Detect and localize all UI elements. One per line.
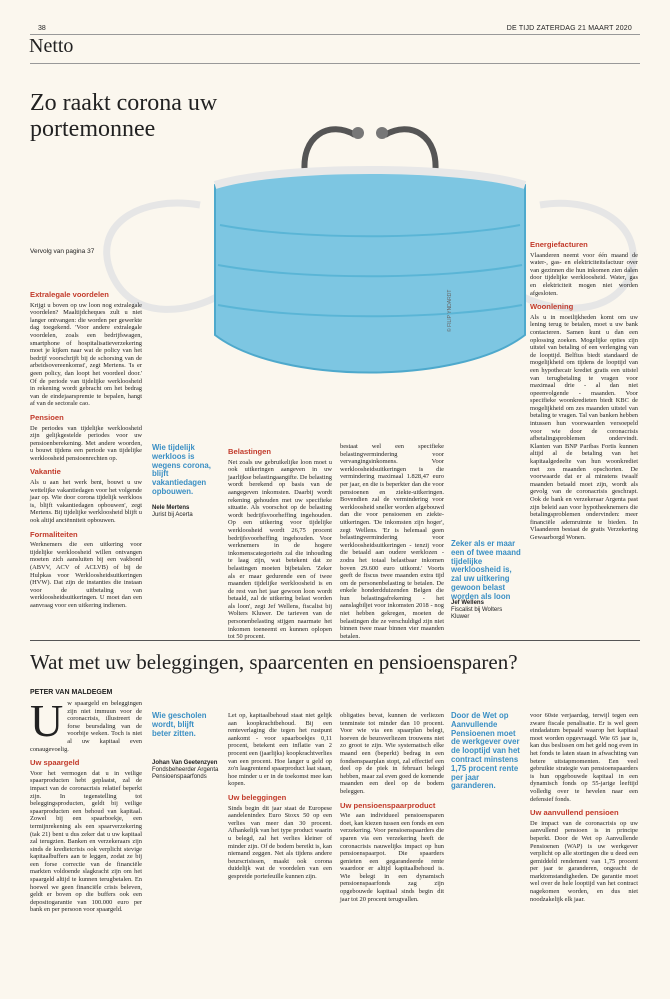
quote-role: Fondsbeheerder Argenta Pensioenspaarfonds bbox=[152, 767, 219, 780]
article2-column-4 bbox=[530, 712, 638, 906]
paragraph: Werknemers die een uitkering voor tijdelijke werkloosheid willen ontvangen moeten zich aansluiten bij een vakbond (ABVV, ACV of ACLVB) of bij de Hulpkas voor Werkloosheidsuitkeringen (HVW). Dat zijn de instanties die instaan voor de uitbetaling van werkloosheidsuitkeringen. U moet dan een aanvraag voor een uitkering indienen. bbox=[30, 541, 142, 609]
header-rule bbox=[30, 34, 640, 35]
paragraph: Krijgt u boven op uw loon nog extralegale voordelen? Maaltijdcheques zult u niet langer ontvangen: die worden per gewerkte dag toegekend. 'Voor andere extralegale voordelen, zoals een bedrijfswagen, smartphone of hospitalisatieverzekering moet je kijken naar wat de policy van het bedrijf voorschrijft bij de schorsing van de arbeidsovereenkomst', zegt Mertens. 'Is er geen policy, dan loopt het voordeel door.' Of de periode van tijdelijke werkloosheid in rekening wordt gebracht om het bedrag van de eindejaarspremie te bepalen, hangt af van de sectorale cao. bbox=[30, 301, 142, 408]
paragraph: De impact van de coronacrisis op uw aanvullend pensioen is in principe beperkt. Door de Wet op Aanvullende Pensioenen (WAP) is uw werkgever verplicht op alle stortingen die u deed een gemiddeld rendement van 1,75 procent per jaar te garanderen, ongeacht de marktomstandigheden. De garantie moet wel over de hele looptijd van het contract nagekomen worden, en dus niet noodzakelijk elk jaar. bbox=[530, 819, 638, 903]
page-number: 38 bbox=[38, 25, 46, 32]
heading: Vakantie bbox=[30, 467, 61, 477]
article2-column-1 bbox=[30, 695, 142, 917]
heading: Belastingen bbox=[228, 447, 272, 456]
paragraph: w spaargeld en beleggingen zijn niet immuun voor de coronacrisis, illustreert de forse beursdaling van de voorbije weken. Toch is niet al uw kapitaal even conaugevoelig. bbox=[30, 700, 142, 753]
quote-attribution bbox=[451, 600, 521, 621]
continued-note: Vervolg van pagina 37 bbox=[30, 248, 95, 255]
paragraph: Let op, kapitaalbehoud staat niet gelijk aan koopkrachtbehoud. Bij een renteverlaging die tegen het rustpunt aankomt - voor spaarboekjes 0,11 procent, betekent een inflatie van 2 procent een (jaarlijks) koopkrachtverlies van een procent. Hoe langer u geld op zo'n laagrentend spaarproduct laat staan, hoe minder u er in de toekomst mee kan kopen. bbox=[228, 712, 332, 788]
publication-header: DE TIJD ZATERDAG 21 MAART 2020 bbox=[506, 25, 632, 32]
paragraph: Vlaanderen neemt voor één maand de water-, gas- en elektriciteitsfactuur over van gezinnen die hun inkomen zien dalen door tijdelijke werkloosheid. Water, gas en elektriciteit mogen niet worden afgesloten. bbox=[530, 251, 638, 297]
quote-name: Johan Van Geetenzyen bbox=[152, 760, 218, 766]
section-rule bbox=[30, 63, 640, 64]
article2-column-3 bbox=[340, 712, 444, 906]
paragraph: obligaties bevat, kunnen de verliezen tenminste tot minder dan 10 procent. Voor wie via een spaarplan belegt, hoeven de beursverliezen trouwens niet zo groot te zijn. Wie systematisch elke maand een (beperkt) bedrag in een fondsenspaarplan stopt, zal effectief een deel op de piek in februari belegd hebben, maar zal even goed de komende maanden een deel op de bodem beleggen. bbox=[340, 712, 444, 795]
quote-name: Nele Mertens bbox=[152, 505, 190, 511]
paragraph: De periodes van tijdelijke werkloosheid zijn gelijkgestelde periodes voor uw pensioenberekening. Met andere woorden, u bouwt tijdens een periode van tijdelijke werkloosheid pensioenrechten op. bbox=[30, 424, 142, 462]
paragraph: Voor het vermogen dat u in veilige spaarproducten hebt geplaatst, zal de impact van de coronacrisis relatief beperkt zijn. In tegenstelling tot beleggingsproducten, geldt bij veilige spaarproducten een behoud van kapitaal. Zowel bij een spaarboekje, een termijnrekening als een spaarverzekering (tak 21) bent u dus zeker dat u uw kapitaal zal terugzien. Banken en verzekeraars zijn sinds de kredietcrisis ook verplicht stevige kapitaalbuffers aan te leggen, zodat ze bij een forse correctie van de financiële markten voldoende slagkracht zijn om het spaargeld altijd te kunnen terugbetalen. En hoewel we geen financiële crisis beleven, geldt er boven op die buffers ook een depositogarantie van 100.000 euro per bank en per persoon voor spaargeld. bbox=[30, 769, 142, 914]
article1-title: Zo raakt corona uw portemonnee bbox=[30, 90, 218, 142]
article1-column-2 bbox=[228, 442, 332, 644]
heading: Extralegale voordelen bbox=[30, 290, 109, 299]
paragraph: Sinds begin dit jaar staat de Europese aandelenindex Euro Stoxx 50 op een verlies van meer dan 30 procent. Afhankelijk van het type product waarin u belegd, zal het verlies kleiner of minder zijn. Of de bodem bereikt is, kan niemand zeggen. Net als tijdens andere beurscrisissen, maakt ook corona duidelijk wat de voordelen van een gespreide portefeuille kunnen zijn. bbox=[228, 804, 332, 880]
paragraph: bestaat wel een specifieke belastingvermindering voor vervangingsinkomens. Voor werkloosheidsuitkeringen is die vermindering maximaal 1.828,47 euro per jaar, en die is beperkter dan die voor pensioenen en ziekte-uitkeringen. Bovendien zal de vermindering voor werkloosheid sneller worden afgebouwd dan die voor pensioenen en ziekte-uitkeringen. 'De inkomsten zijn hoger', zegt Wellens. 'Er is helemaal geen belastingvermindering voor werkloosheidsuitkeringen - tenzij voor die betaald aan oudere werklozen - zodra het totaal belastbaar inkomen boven 29.600 euro uitkomt.' Voorts geeft de fiscus twee maanden extra tijd om de personenbelasting te betalen. De enkele honderdduizenden Belgen die hun belastingafrekening - het aanslagbiljet voor inkomsten 2018 - nog niet hebben gekregen, moeten de belastingen die ze verschuldigd zijn niet binnen twee maar binnen vier maanden betalen. bbox=[340, 443, 444, 640]
byline: PETER VAN MALDEGEM bbox=[30, 689, 113, 696]
heading: Uw spaargeld bbox=[30, 758, 80, 768]
paragraph: Als u aan het werk bent, bouwt u uw wettelijke vakantiedagen voor het volgende jaar op. Wie door corona tijdelijk werkloos is, blijft vakantiedagen opbouwen', zegt Mertens. Bij tijdelijke werkloosheid blijft u ook altijd anciënniteit opbouwen. bbox=[30, 479, 142, 525]
quote-role: Jurist bij Acerta bbox=[152, 512, 193, 518]
article1-column-1 bbox=[30, 285, 142, 613]
pull-quote: Door de Wet op Aanvullende Pensioenen moet de werkgever over de looptijd van het contract minstens 1,75 procent rente per jaar garanderen. bbox=[451, 711, 520, 791]
quote-attribution bbox=[152, 760, 220, 781]
article1-column-3 bbox=[340, 443, 444, 643]
article1-column-4 bbox=[530, 235, 638, 545]
article2-column-2 bbox=[228, 712, 332, 883]
paragraph: Net zoals uw gebruikelijke loon moet u ook uitkeringen aangeven in uw jaarlijkse belastingaangifte. De belasting wordt berekend op basis van de aangegeven inkomsten. Daarbij wordt rekening gehouden met uw specifieke situatie. Als voorschot op de belasting wordt bedrijfsvoorheffing ingehouden. Op een uitkering voor tijdelijke werkloosheid wordt 26,75 procent bedrijfsvoorheffing ingehouden. Voor werknemers in de hogere inkomenscategorieën zal die inhouding te laag zijn, wat betekent dat ze belastingen moeten bijbetalen. 'Zeker als er maar gedurende een of twee maanden tijdelijke werkloosheid is en de rest van het jaar gewoon loon wordt betaald, zal de uitkering belast worden als loon', zegt Jef Wellens, fiscalist bij Wolters Kluwer. De tarieven van de personenbelasting stijgen naarmate het inkomen toeneemt en kunnen oplopen tot 50 procent. bbox=[228, 458, 332, 641]
photo-credit: © FILIP YNDARDT bbox=[447, 289, 453, 332]
pull-quote: Wie gescholen wordt, blijft beter zitten. bbox=[152, 711, 207, 738]
drop-cap: U bbox=[30, 695, 64, 746]
paragraph: Wie aan individueel pensioensparen doet, kan kiezen tussen een fonds en een verzekering. Voor pensioenspaarders die sparen via een verzekering heeft de coronacrisis nauwelijks impact op hun pensioenspaarpot. Die spaarders genieten een gegarandeerde rente waardoor er altijd kapitaalbehoud is. Wie belegt in een dynamisch pensioenspaarfonds zag zijn opgebouwde kapitaal sinds begin dit jaar tot 20 procent terugvallen. bbox=[340, 812, 444, 903]
paragraph: voor 60ste verjaardag, terwijl tegen een zware fiscale penalisatie. Er is wel geen eindadatum bepaald waarop het kapitaal moet worden opgevraagd. Wie 65 jaar is, kan dus beslissen om het geld nog even in het fonds te laten staan in afwachting van betere uitstapmomenten. Een veel gebruikte strategie van pensioenspaarders is hun opgebouwde kapitaal in een dynamisch fonds op 55-jarige leeftijd volledig over te hevelen naar een defensief fonds. bbox=[530, 712, 638, 803]
pull-quote: Wie tijdelijk werkloos is wegens corona, blijft vakantiedagen opbouwen. bbox=[152, 443, 211, 496]
article2-title: Wat met uw beleggingen, spaarcenten en pensioensparen? bbox=[30, 650, 518, 674]
heading: Uw beleggingen bbox=[228, 792, 287, 802]
heading: Uw pensioenspaarproduct bbox=[340, 800, 436, 810]
section-title: Netto bbox=[29, 35, 74, 57]
heading: Uw aanvullend pensioen bbox=[530, 808, 619, 818]
heading: Formaliteiten bbox=[30, 529, 78, 539]
heading: Pensioen bbox=[30, 412, 64, 422]
quote-role: Fiscalist bij Wolters Kluwer bbox=[451, 607, 503, 620]
article-divider bbox=[30, 640, 640, 641]
quote-attribution bbox=[152, 505, 220, 519]
heading: Energiefacturen bbox=[530, 240, 588, 249]
pull-quote: Zeker als er maar een of twee maand tijdelijke werkloosheid is, zal uw uitkering gewoon belast worden als loon bbox=[451, 539, 521, 601]
heading: Woonlening bbox=[530, 302, 574, 312]
quote-name: Jef Wellens bbox=[451, 600, 484, 606]
paragraph: Als u in moeilijkheden komt om uw lening terug te betalen, moet u uw bank contacteren. Samen kunt u dan een oplossing zoeken. Mogelijke opties zijn uitstel van betaling of een verlenging van de looptijd. Belfius biedt standaard de mogelijkheid om tijdens de looptijd van een hypothecair krediet gratis een uitstel van terugbetaling te vragen voor maximaal drie - al dan niet opeenvolgende - maanden. Voor specifieke woonkredieten biedt KBC de mogelijkheid om zes maanden uitstel van betaling te vragen. Tal van banken hebben intussen hun voorwaarden versoepeld voor wie door de coronacrisis afbetalingsproblemen ondervindt. Klanten van BNP Paribas Fortis kunnen altijd al de betaling van het kapitaalgedeelte van hun woonkrediet met zes maanden opschorten. De voorwaarde dat er al minstens twaalf maanden betaald moet zijn, wordt als gevolg van de coronacrisis geschrapt. Ook de bank en verzekeraar Argenta past zijn beleid aan voor hypotheeknemers die betalingsproblemen ondervinden: meer financiële ademruimte te bieden. In Vlaanderen bestaat de gratis Verzekering Gewaarborgd Wonen. bbox=[530, 313, 638, 541]
